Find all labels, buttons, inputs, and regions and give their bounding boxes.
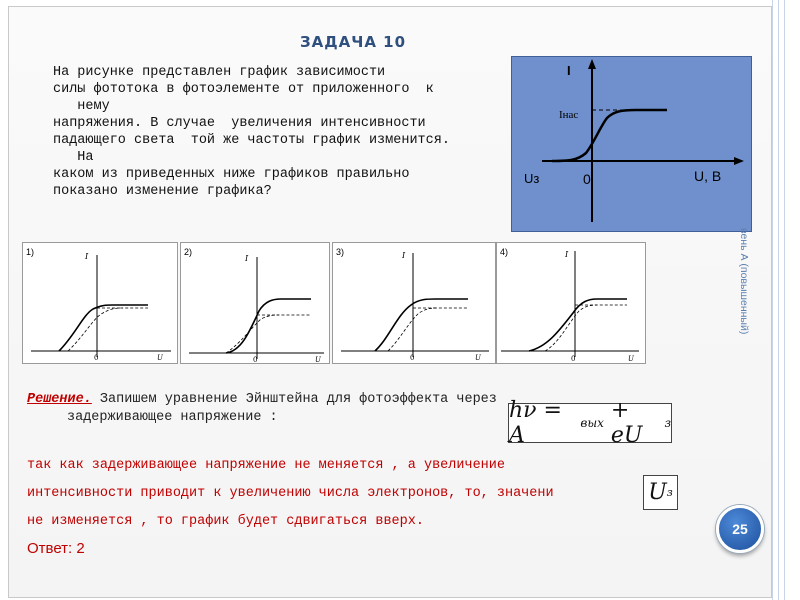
option-zero-label: 0 <box>253 356 258 363</box>
option-x-label: U <box>628 355 634 363</box>
saturation-label: Iнас <box>559 109 579 121</box>
task-line: падающего света той же частоты график изменится. <box>53 133 450 148</box>
option-y-label: I <box>85 252 89 261</box>
formula-tail-sub: з <box>664 416 671 430</box>
formula-main: hν = A <box>509 398 562 448</box>
solution-line-1 <box>27 390 497 409</box>
option-x-label: U <box>157 354 163 362</box>
page-number-badge <box>716 505 764 553</box>
option-graph-3[interactable] <box>332 242 496 364</box>
stopping-voltage-symbol <box>643 475 678 510</box>
stop-voltage-label: Uз <box>524 171 540 186</box>
slide-title: ЗАДАЧА 10 <box>300 33 407 51</box>
option-graph-3-svg <box>333 243 495 363</box>
option-graph-1-svg <box>23 243 177 363</box>
u-sub: з <box>666 486 673 499</box>
option-zero-label: 0 <box>94 354 99 362</box>
explanation-line-2: интенсивности приводит к увеличению числа электронов, то, значени <box>27 486 554 501</box>
solution-line-2: задерживающее напряжение : <box>67 410 278 425</box>
y-axis-arrow <box>588 59 596 69</box>
origin-label: 0 <box>583 171 591 187</box>
task-line: нему <box>53 99 110 114</box>
x-axis-label: U, B <box>694 168 722 184</box>
main-graph-svg <box>512 57 751 231</box>
option-number: 4) <box>500 247 509 257</box>
option-graph-2-svg <box>181 243 329 363</box>
solution-label: Решение. <box>27 392 92 407</box>
task-line: показано изменение графика? <box>53 184 272 199</box>
task-line: напряжения. В случае увеличения интенсивности <box>53 116 426 131</box>
option-number: 3) <box>336 247 345 257</box>
side-level-text: вень А (повышенный) <box>738 228 750 335</box>
explanation-line-3: не изменяется , то график будет сдвигаться вверх. <box>27 514 424 529</box>
option-zero-label: 0 <box>410 354 415 362</box>
option-number: 1) <box>26 247 35 257</box>
task-line: На рисунке представлен график зависимости <box>53 65 386 80</box>
explanation-line-1: так как задерживающее напряжение не меняется , а увеличение <box>27 458 505 473</box>
right-stripe <box>772 0 773 600</box>
formula-tail: + eU <box>610 398 643 448</box>
answer-text: Ответ: 2 <box>27 540 85 557</box>
option-y-label: I <box>245 254 249 263</box>
task-line: каком из приведенных ниже графиков правильно <box>53 167 410 182</box>
option-y-label: I <box>402 251 406 260</box>
task-line: силы фототока в фотоэлементе от приложенного к <box>53 82 434 97</box>
einstein-formula <box>508 398 672 448</box>
option-graph-4-svg <box>497 243 645 363</box>
solution-text: Запишем уравнение Эйнштейна для фотоэффекта через <box>99 392 497 407</box>
option-y-label: I <box>565 250 569 259</box>
task-line: На <box>53 150 94 165</box>
formula-sub: вых <box>580 416 604 430</box>
side-level-label <box>730 228 756 380</box>
y-axis-label: I <box>567 63 571 78</box>
option-graph-1[interactable] <box>22 242 178 364</box>
option-x-label: U <box>315 356 321 363</box>
option-graph-2[interactable] <box>180 242 330 364</box>
option-graph-4[interactable] <box>496 242 646 364</box>
u-symbol: U <box>648 480 667 505</box>
option-x-label: U <box>475 354 481 362</box>
right-stripe <box>778 0 779 600</box>
right-stripe <box>784 0 785 600</box>
task-text <box>53 64 511 200</box>
option-zero-label: 0 <box>571 355 576 363</box>
option-number: 2) <box>184 247 193 257</box>
page-number: 25 <box>732 521 748 537</box>
x-axis-arrow <box>734 157 744 165</box>
main-graph <box>511 56 752 232</box>
